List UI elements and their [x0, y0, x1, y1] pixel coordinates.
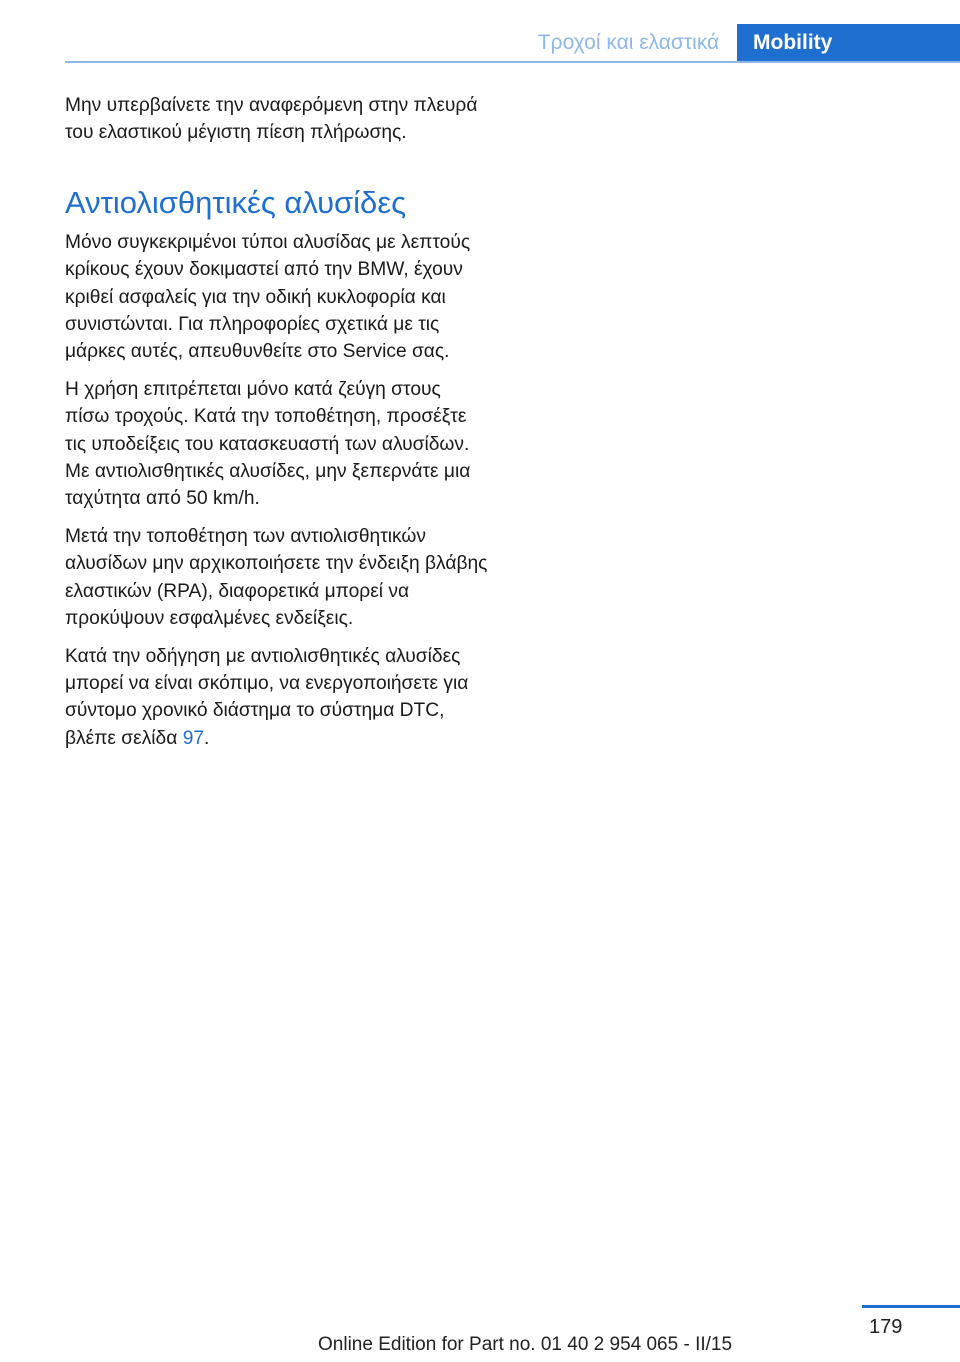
footer-edition-text: Online Edition for Part no. 01 40 2 954 065 - II/15 [318, 1334, 733, 1355]
body-paragraph-4 [65, 643, 490, 753]
header-section-title[interactable]: Τροχοί και ελαστικά [537, 31, 720, 54]
page-reference-link[interactable]: 97 [182, 727, 205, 749]
header-divider [65, 61, 960, 63]
body-paragraph-4-text: Κατά την οδήγηση με αντιολισθητικές αλυσίδες μπορεί να είναι σκόπιμο, να ενεργοποιήσετε για σύντομο χρονικό διάστημα το σύστημα DTC, βλέπε σελίδα [65, 645, 469, 749]
intro-paragraph: Μην υπερβαίνετε την αναφερόμενη στην πλευρά του ελαστικού μέγιστη πίεση πλήρωσης. [65, 95, 478, 144]
body-paragraph-3: Μετά την τοποθέτηση των αντιολισθητικών αλυσίδων μην αρχικοποιήσετε την ένδειξη βλάβης ελαστικών (RPA), διαφορετικά μπορεί να προκύψουν εσφαλμένες ενδείξεις. [65, 525, 488, 630]
footer-divider [862, 1305, 960, 1308]
header-chapter-tab[interactable]: Mobility [737, 24, 960, 61]
main-content [65, 92, 490, 762]
body-paragraph-4-end: . [204, 727, 210, 749]
page-number: 179 [869, 1316, 903, 1338]
body-paragraph-1: Μόνο συγκεκριμένοι τύποι αλυσίδας με λεπτούς κρίκους έχουν δοκιμαστεί από την BMW, έχουν κριθεί ασφαλείς για την οδική κυκλοφορία και συνιστώνται. Για πληροφορίες σχετικά με τις μάρκες αυτές, απευθυνθείτε στο Service σας. [65, 231, 471, 363]
body-paragraph-2: Η χρήση επιτρέπεται μόνο κατά ζεύγη στους πίσω τροχούς. Κατά την τοποθέτηση, προσέξτε τις υποδείξεις του κατασκευαστή των αλυσίδων. Με αντιολισθητικές αλυσίδες, μην ξεπερνάτε μια ταχύτητα από 50 km/h. [65, 378, 471, 510]
section-heading: Αντιολισθητικές αλυσίδες [65, 184, 407, 220]
